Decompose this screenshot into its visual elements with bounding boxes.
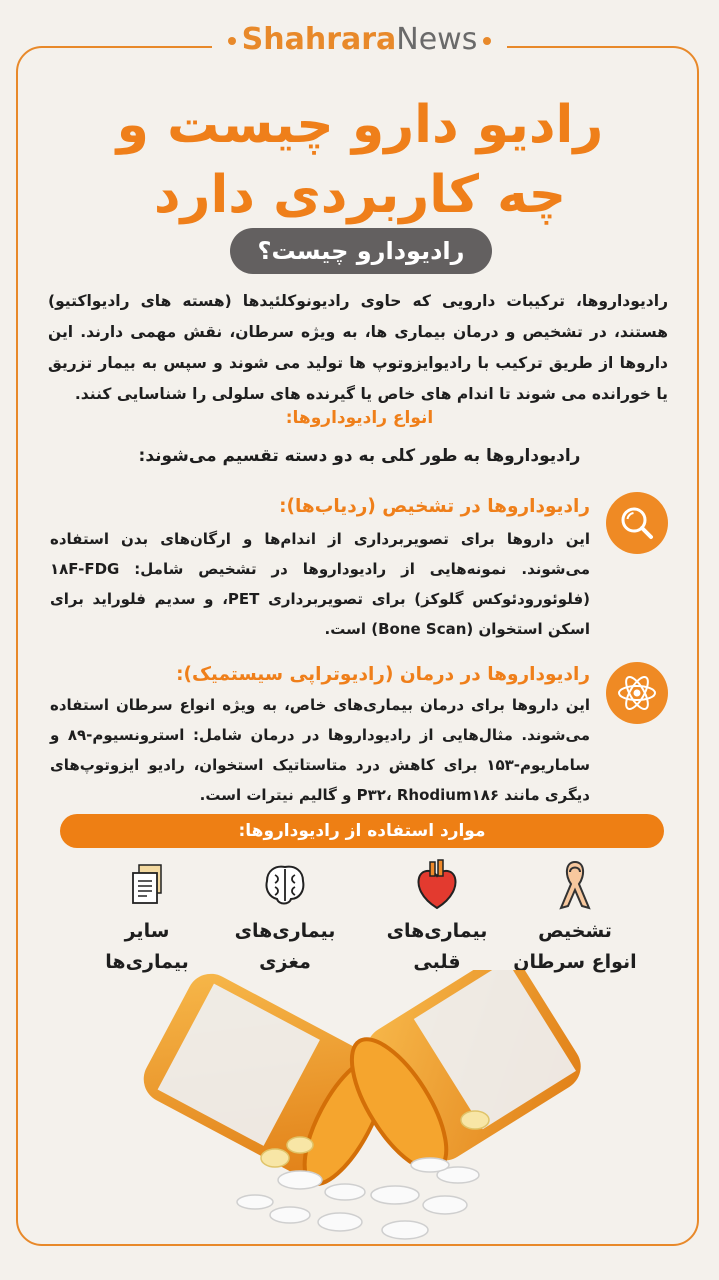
documents-icon: [72, 856, 222, 914]
brand-part1: Shahrara: [241, 22, 397, 57]
magnifier-icon: [606, 492, 668, 554]
types-subheading: رادیوداروها به طور کلی به دو دسته تقسیم می‌شوند:: [138, 446, 581, 466]
use-item-heart: [362, 856, 512, 978]
use-item-cancer: [500, 856, 650, 978]
diagnosis-section-body: این داروها برای تصویربرداری از اندام‌ها و ارگان‌های بدن استفاده می‌شوند. نمونه‌هایی از رادیوداروها در تشخیص شامل: ۱۸F-FDG (فلوئورودئوکس گلوکز) برای تصویربرداری PET، و سدیم فلوراید برای اسکن استخوان (Bone Scan) است.: [50, 530, 590, 638]
use-label-cancer-2: انواع سرطان: [513, 951, 637, 973]
brand-logo: [0, 22, 719, 57]
diagnosis-section-title: رادیوداروها در تشخیص (ردیاب‌ها):: [279, 496, 590, 517]
use-item-other: [72, 856, 222, 978]
use-label-brain-2: مغزی: [259, 951, 311, 973]
uses-heading-bar: موارد استفاده از رادیوداروها:: [60, 814, 664, 848]
use-label-heart-2: قلبی: [413, 951, 461, 973]
therapy-section-title: رادیوداروها در درمان (رادیوتراپی سیستمیک):: [176, 664, 590, 685]
use-label-other-1: سایر: [124, 920, 170, 942]
brain-icon: [210, 856, 360, 914]
pill-bottles-image: [0, 970, 719, 1270]
ribbon-icon: [500, 856, 650, 914]
title-line2: چه کاربردی دارد: [153, 165, 567, 225]
page-title: [40, 90, 680, 230]
use-label-brain-1: بیماری‌های: [234, 920, 336, 942]
heart-icon: [362, 856, 512, 914]
use-item-brain: [210, 856, 360, 978]
atom-icon: [606, 662, 668, 724]
use-label-cancer-1: تشخیص: [538, 920, 612, 942]
use-label-heart-1: بیماری‌های: [386, 920, 488, 942]
therapy-section-body: این داروها برای درمان بیماری‌های خاص، به ویژه انواع سرطان استفاده می‌شوند. مثال‌هایی از رادیوداروها در درمان شامل: استرونسیوم-۸۹ و ساماریوم-۱۵۳ برای کاهش درد متاستاتیک استخوان، رادیو ایزوتوپ‌های دیگری مانند P۳۲، Rhodium۱۸۶ و گالیم نیترات است.: [50, 696, 590, 804]
what-is-pill: رادیودارو چیست؟: [230, 228, 492, 274]
title-line1: رادیو دارو چیست و: [116, 95, 604, 155]
use-label-other-2: بیماری‌ها: [105, 951, 189, 973]
types-heading: انواع رادیوداروها:: [285, 408, 434, 428]
brand-part2: News: [396, 22, 478, 57]
intro-paragraph: رادیوداروها، ترکیبات دارویی که حاوی رادیونوکلئیدها (هسته های رادیواکتیو) هستند، در تشخیص و درمان بیماری ها، به ویژه سرطان، نقش مهمی دارند. این داروها از طریق ترکیب با رادیوایزوتوپ ها تولید می شوند و سپس به بیمار تزریق یا خورانده می شوند تا اندام های خاص یا گیرنده های سلولی را شناسایی کنند.: [48, 292, 668, 403]
